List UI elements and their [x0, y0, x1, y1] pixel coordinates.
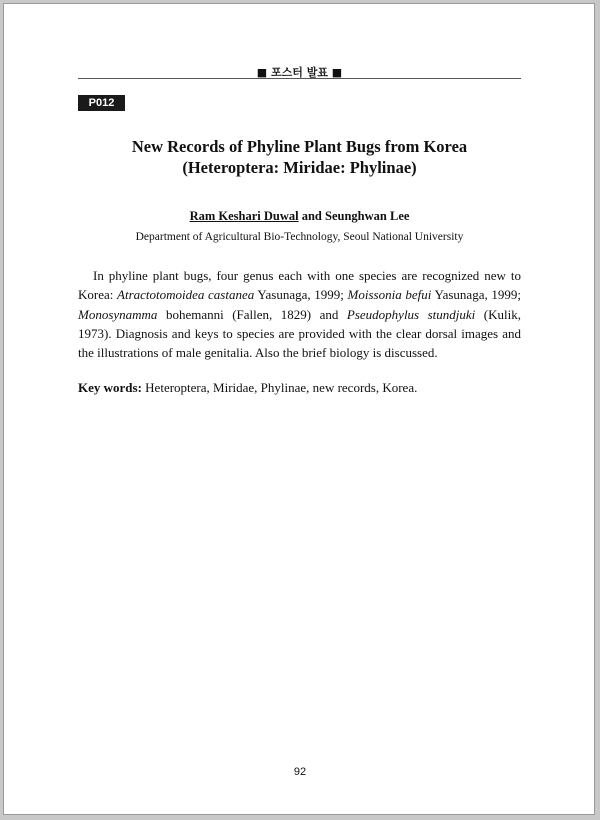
abstract-text: Yasunaga, 1999; [254, 287, 348, 303]
abstract [78, 266, 521, 362]
abstract-text: Yasunaga, 1999; [431, 287, 521, 303]
affiliation: Department of Agricultural Bio-Technology, Seoul National University [135, 231, 464, 243]
species-name: Atractotomoidea castanea [117, 287, 255, 303]
paper-title [78, 136, 521, 178]
species-name: Pseudophylus stundjuki [346, 306, 476, 322]
author-list [78, 209, 521, 224]
title-line-1: New Records of Phyline Plant Bugs from Korea [131, 137, 468, 156]
page-number: 92 [293, 766, 307, 778]
abstract-paragraph [78, 266, 521, 362]
abstract-text: In phyline plant bugs, four genus each with one species are recognized new to Korea: [78, 268, 521, 303]
title-line-2: (Heteroptera: Miridae: Phylinae) [182, 158, 417, 177]
species-name: Moissonia befui [347, 287, 432, 303]
author-coauthor: Seunghwan Lee [325, 209, 410, 223]
author-connector: and [298, 209, 326, 223]
poster-code-badge: P012 [78, 95, 125, 111]
keywords-label: Key words: [78, 380, 142, 395]
section-header: ■ 포스터 발표 ■ [256, 66, 343, 79]
abstract-text: bohemanni (Fallen, 1829) and [157, 306, 347, 322]
author-presenting: Ram Keshari Duwal [189, 209, 299, 223]
abstract-text: (Kulik, 1973). Diagnosis and keys to species are provided with the clear dorsal images and the illustrations of male genitalia. Also the brief biology is discussed. [78, 306, 521, 361]
keywords [78, 380, 521, 396]
header-divider [78, 78, 521, 79]
keywords-text: Heteroptera, Miridae, Phylinae, new records, Korea. [141, 380, 418, 395]
species-name: Monosynamma [78, 306, 158, 322]
page-sheet [3, 3, 595, 815]
